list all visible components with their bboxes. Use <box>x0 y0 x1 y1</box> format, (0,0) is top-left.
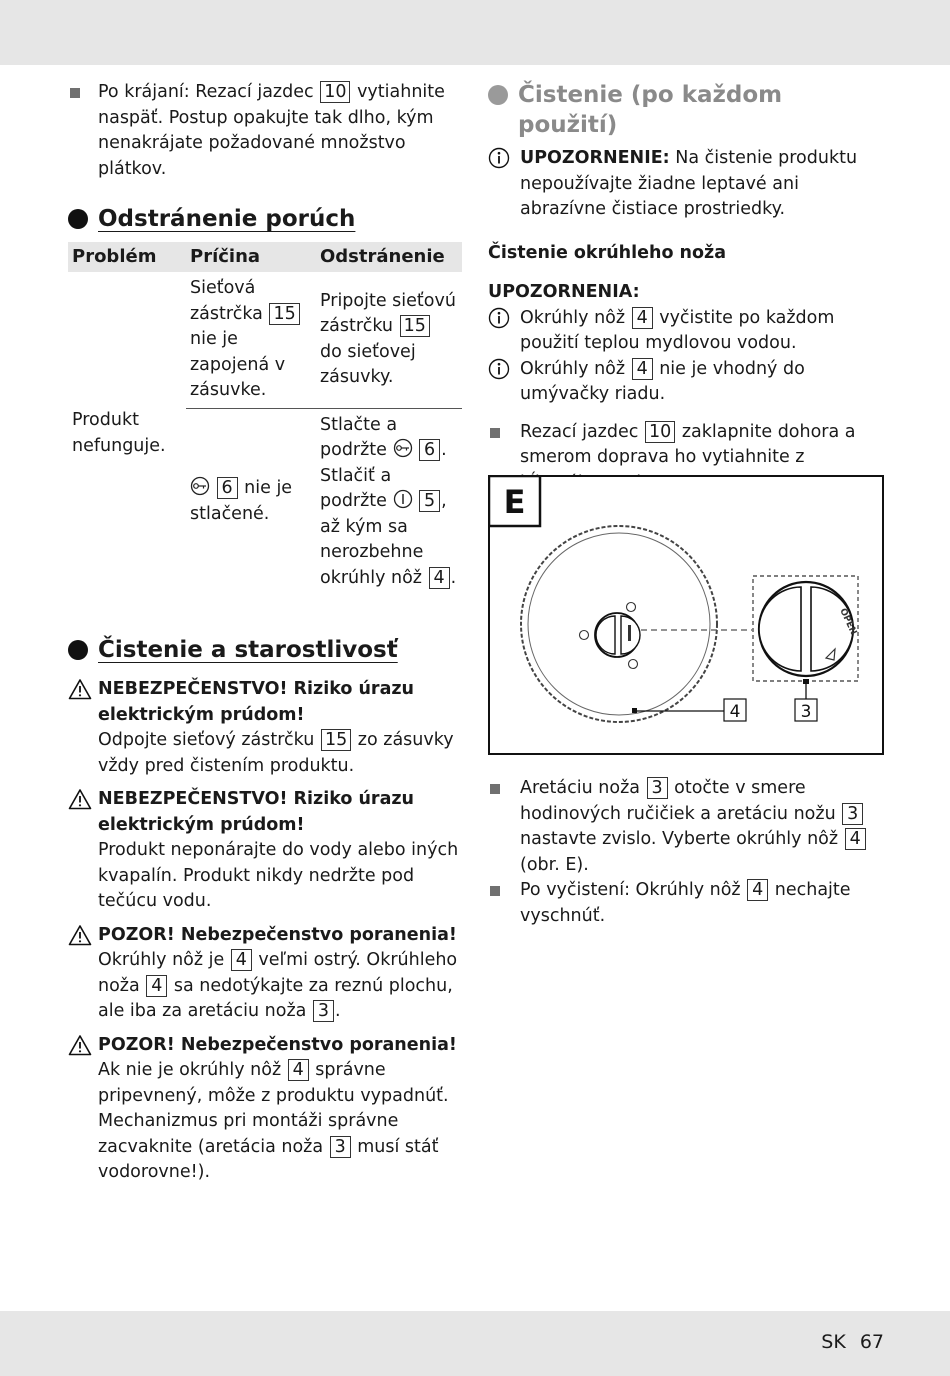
cause-cell: 6 nie je stlačené. <box>190 478 293 524</box>
figure-letter: E <box>503 483 526 521</box>
warning-electric-1: NEBEZPEČENSTVO! Riziko úrazu elektrickým prúdom! Odpojte sieťový zástrčku 15 zo zásuvky vždy pred čistením produktu. <box>68 677 468 779</box>
blade-hole <box>629 660 638 669</box>
language-code: SK <box>821 1331 846 1353</box>
step-bullet: Rezací jazdec 10 zaklapnite dohora a smerom doprava ho vytiahnite z <box>488 420 888 497</box>
figure-e <box>488 475 884 755</box>
intro-bullet: Po krájaní: Rezací jazdec 10 vytiahnite naspäť. Postup opakujte tak dlho, kým nenakrájate požadované množstvo plátkov. <box>68 80 468 182</box>
key-button-icon <box>190 476 210 496</box>
page-footer <box>807 1330 884 1356</box>
fix-cell: Pripojte sieťovú zástrčku 15 do sieťovej zásuvky. <box>316 272 462 408</box>
warning-triangle-icon <box>68 924 92 946</box>
callout-label-3: 3 <box>800 702 812 722</box>
callout-label-4: 4 <box>729 702 741 722</box>
bullet-dot <box>68 640 88 660</box>
notices-label: UPOZORNENIA: <box>488 282 640 302</box>
troubleshoot-table <box>68 242 462 595</box>
cause-cell: Sieťová zástrčka 15 nie je zapojená v zásuvke. <box>186 272 316 408</box>
troubleshoot-heading: Odstránenie porúch <box>68 204 468 234</box>
warning-triangle-icon <box>68 788 92 810</box>
table-header-row <box>68 242 462 272</box>
blade-hole <box>627 603 636 612</box>
bullet-dot <box>68 209 88 229</box>
knife-cleaning-heading: Čistenie okrúhleho noža <box>488 242 727 263</box>
step-bullet: Po vyčistení: Okrúhly nôž 4 nechajte vyschnúť. <box>488 878 888 929</box>
notice-info: Okrúhly nôž 4 vyčistite po každom použití teplou mydlovou vodou. <box>488 306 888 357</box>
col-header-fix: Odstránenie <box>316 242 462 272</box>
info-icon <box>488 147 510 169</box>
info-icon <box>488 307 510 329</box>
table-row <box>68 272 462 408</box>
key-button-icon <box>393 438 413 458</box>
problem-cell: Produkt nefunguje. <box>72 410 166 456</box>
warning-triangle-icon <box>68 678 92 700</box>
warning-triangle-icon <box>68 1034 92 1056</box>
warning-injury-2: POZOR! Nebezpečenstvo poranenia! Ak nie je okrúhly nôž 4 správne pripevnený, môže z produktu vypadnúť. Mechanizmus pri montáži správne zacvaknite (aretácia noža 3 musí stáť vodorovne!). <box>68 1033 468 1186</box>
col-header-cause: Príčina <box>186 242 316 272</box>
info-icon <box>488 358 510 380</box>
notice-info: Okrúhly nôž 4 nie je vhodný do umývačky riadu. <box>488 357 888 408</box>
fix-cell: Stlačte a podržte 6 . Stlačiť a podržte 5 , až kým sa nerozbehne okrúhly nôž 4 . <box>320 414 457 588</box>
left-column <box>68 80 468 1186</box>
step-bullet: Aretáciu noža 3 otočte v smere hodinových ručičiek a aretáciu nožu 3 nastavte zvislo. Vyberte okrúhly nôž 4 (obr. E). <box>488 776 888 878</box>
warning-injury-1: POZOR! Nebezpečenstvo poranenia! Okrúhly nôž je 4 veľmi ostrý. Okrúhleho noža 4 sa nedotýkajte za reznú plochu, ale iba za aretáciu noža 3 . <box>68 923 468 1025</box>
knife-removal-illustration <box>488 475 884 755</box>
open-label: OPEN <box>837 607 859 637</box>
right-column <box>488 80 888 496</box>
header-band <box>0 0 950 65</box>
power-button-icon <box>393 489 413 509</box>
care-heading: Čistenie a starostlivosť <box>68 635 468 665</box>
cleaning-heading: Čistenie (po každom použití) <box>488 80 888 140</box>
bullet-dot <box>488 85 508 105</box>
col-header-problem: Problém <box>68 242 186 272</box>
right-column-lower <box>488 776 888 929</box>
page-number: 67 <box>859 1331 884 1353</box>
notice-info: UPOZORNENIE: Na čistenie produktu nepoužívajte žiadne leptavé ani abrazívne čistiace prostriedky. <box>488 146 888 223</box>
blade-hole <box>580 631 589 640</box>
warning-electric-2: NEBEZPEČENSTVO! Riziko úrazu elektrickým prúdom! Produkt neponárajte do vody alebo iných kvapalín. Produkt nikdy nedržte pod tečúcu vodu. <box>68 787 468 915</box>
